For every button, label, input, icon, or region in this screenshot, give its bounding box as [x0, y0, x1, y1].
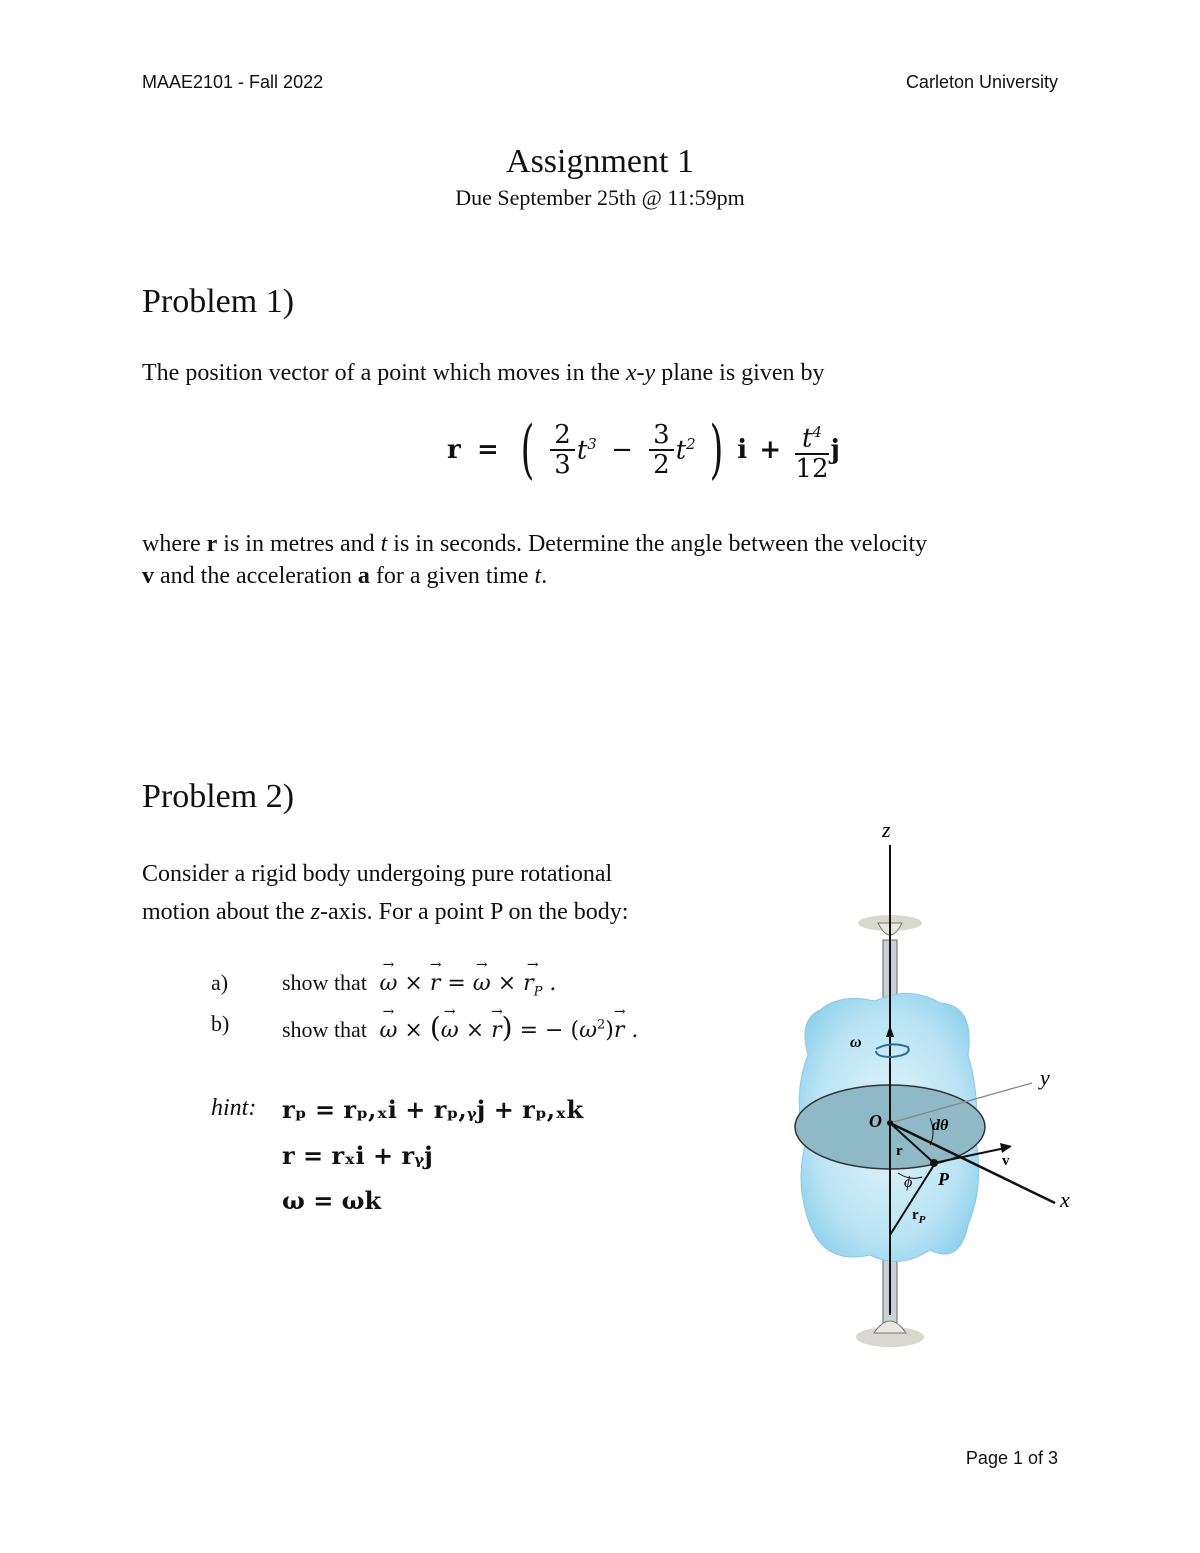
- text: r: [206, 531, 218, 557]
- r-label: r: [896, 1143, 903, 1159]
- problem1-body-line2: [142, 560, 927, 592]
- position-equation: [447, 413, 840, 498]
- frac-num: $t^4$: [795, 418, 828, 455]
- O-label: O: [869, 1111, 882, 1131]
- problem2-intro: [142, 855, 628, 931]
- left-paren: (: [520, 413, 535, 488]
- text: a: [357, 563, 370, 589]
- item-b-label: b): [211, 1011, 230, 1036]
- item-b: [282, 1011, 638, 1044]
- item-a-label: a): [211, 970, 229, 995]
- item-a: [282, 970, 556, 999]
- t-var: t: [801, 423, 813, 454]
- item-b-text: show that: [282, 1017, 367, 1042]
- course-header: MAAE2101 - Fall 2022: [142, 72, 324, 92]
- frac-den: 12: [795, 453, 829, 484]
- text: z: [310, 899, 320, 925]
- page-title: Assignment 1: [506, 143, 694, 180]
- problem2-heading: Problem 2): [142, 778, 295, 815]
- t-squared: $t^2$: [675, 435, 696, 466]
- right-paren: ): [709, 413, 724, 488]
- v-label: v: [1002, 1153, 1010, 1169]
- x-label: x: [1060, 1187, 1070, 1212]
- item-a-text: show that: [282, 970, 367, 995]
- eq-equals: =: [476, 435, 499, 466]
- intro-text-a: The position vector of a point which moves in the: [142, 360, 626, 386]
- intro-variable: x-y: [625, 360, 656, 386]
- eq-r: r: [447, 435, 461, 466]
- problem1-heading: Problem 1): [142, 283, 295, 320]
- item-a-formula: ω → × r → = ω → × $r_P$ → .: [372, 971, 556, 996]
- page-number: Page 1 of 3: [965, 1448, 1058, 1468]
- problem2-line2: [142, 893, 628, 931]
- eq-j: j: [830, 435, 840, 466]
- eq-plus: +: [759, 435, 782, 466]
- t-var: t: [675, 435, 687, 466]
- text: and the acceleration: [154, 563, 358, 589]
- item-b-formula: ω → × (ω → × r →) = − $(\omega^2)r$ → .: [372, 1018, 638, 1043]
- text: is in seconds. Determine the angle between the velocity: [387, 531, 928, 557]
- university-header: Carleton University: [905, 72, 1058, 92]
- rP-label: $r_P$: [912, 1207, 926, 1226]
- frac-2-3: [550, 421, 575, 479]
- text: -axis. For a point P on the body:: [320, 899, 629, 925]
- t-var: t: [576, 435, 588, 466]
- frac-den: 3: [554, 450, 571, 481]
- hint-eq-3: ω = ωk: [282, 1186, 382, 1215]
- text: motion about the: [142, 899, 311, 925]
- z-label: z: [882, 817, 891, 842]
- dtheta-label: dθ: [932, 1117, 949, 1134]
- text: is in metres and: [217, 531, 381, 557]
- text: t: [380, 531, 388, 557]
- hint-label: hint:: [211, 1095, 257, 1121]
- bottom-bearing-icon: [874, 1321, 906, 1333]
- problem1-intro: [142, 357, 825, 389]
- hint-eq-2: r = rₓi + rᵧj: [282, 1141, 433, 1170]
- problem1-body: [142, 528, 927, 592]
- phi-label: ϕ: [904, 1174, 913, 1191]
- y-label: y: [1040, 1065, 1050, 1090]
- text: t: [534, 563, 542, 589]
- text: v: [142, 563, 154, 589]
- frac-num: 3: [649, 421, 674, 451]
- text: .: [541, 563, 548, 589]
- t-cubed: $t^3$: [576, 435, 597, 466]
- frac-num: 2: [550, 421, 575, 451]
- hint-eq-1: rₚ = rₚ,ₓi + rₚ,ᵧj + rₚ,ₓk: [282, 1095, 584, 1124]
- problem1-body-line1: [142, 528, 927, 560]
- origin-point: [887, 1120, 893, 1126]
- due-date: Due September 25th @ 11:59pm: [455, 185, 745, 210]
- rP-label-text: r: [912, 1207, 919, 1223]
- text: where: [142, 531, 207, 557]
- problem2-line1: Consider a rigid body undergoing pure rotational: [142, 861, 613, 887]
- frac-den: 2: [653, 450, 670, 481]
- intro-text-b: plane is given by: [655, 360, 825, 386]
- text: for a given time: [369, 563, 535, 589]
- frac-3-2: [649, 421, 674, 479]
- rigid-body-figure: [780, 815, 1090, 1355]
- frac-t4-12: [795, 418, 828, 483]
- point-P: [930, 1159, 938, 1167]
- eq-i: i: [737, 435, 748, 466]
- eq-minus: −: [611, 435, 633, 466]
- omega-label: ω: [850, 1034, 862, 1051]
- P-label: P: [938, 1169, 949, 1189]
- v-arrowhead-icon: [1000, 1143, 1012, 1153]
